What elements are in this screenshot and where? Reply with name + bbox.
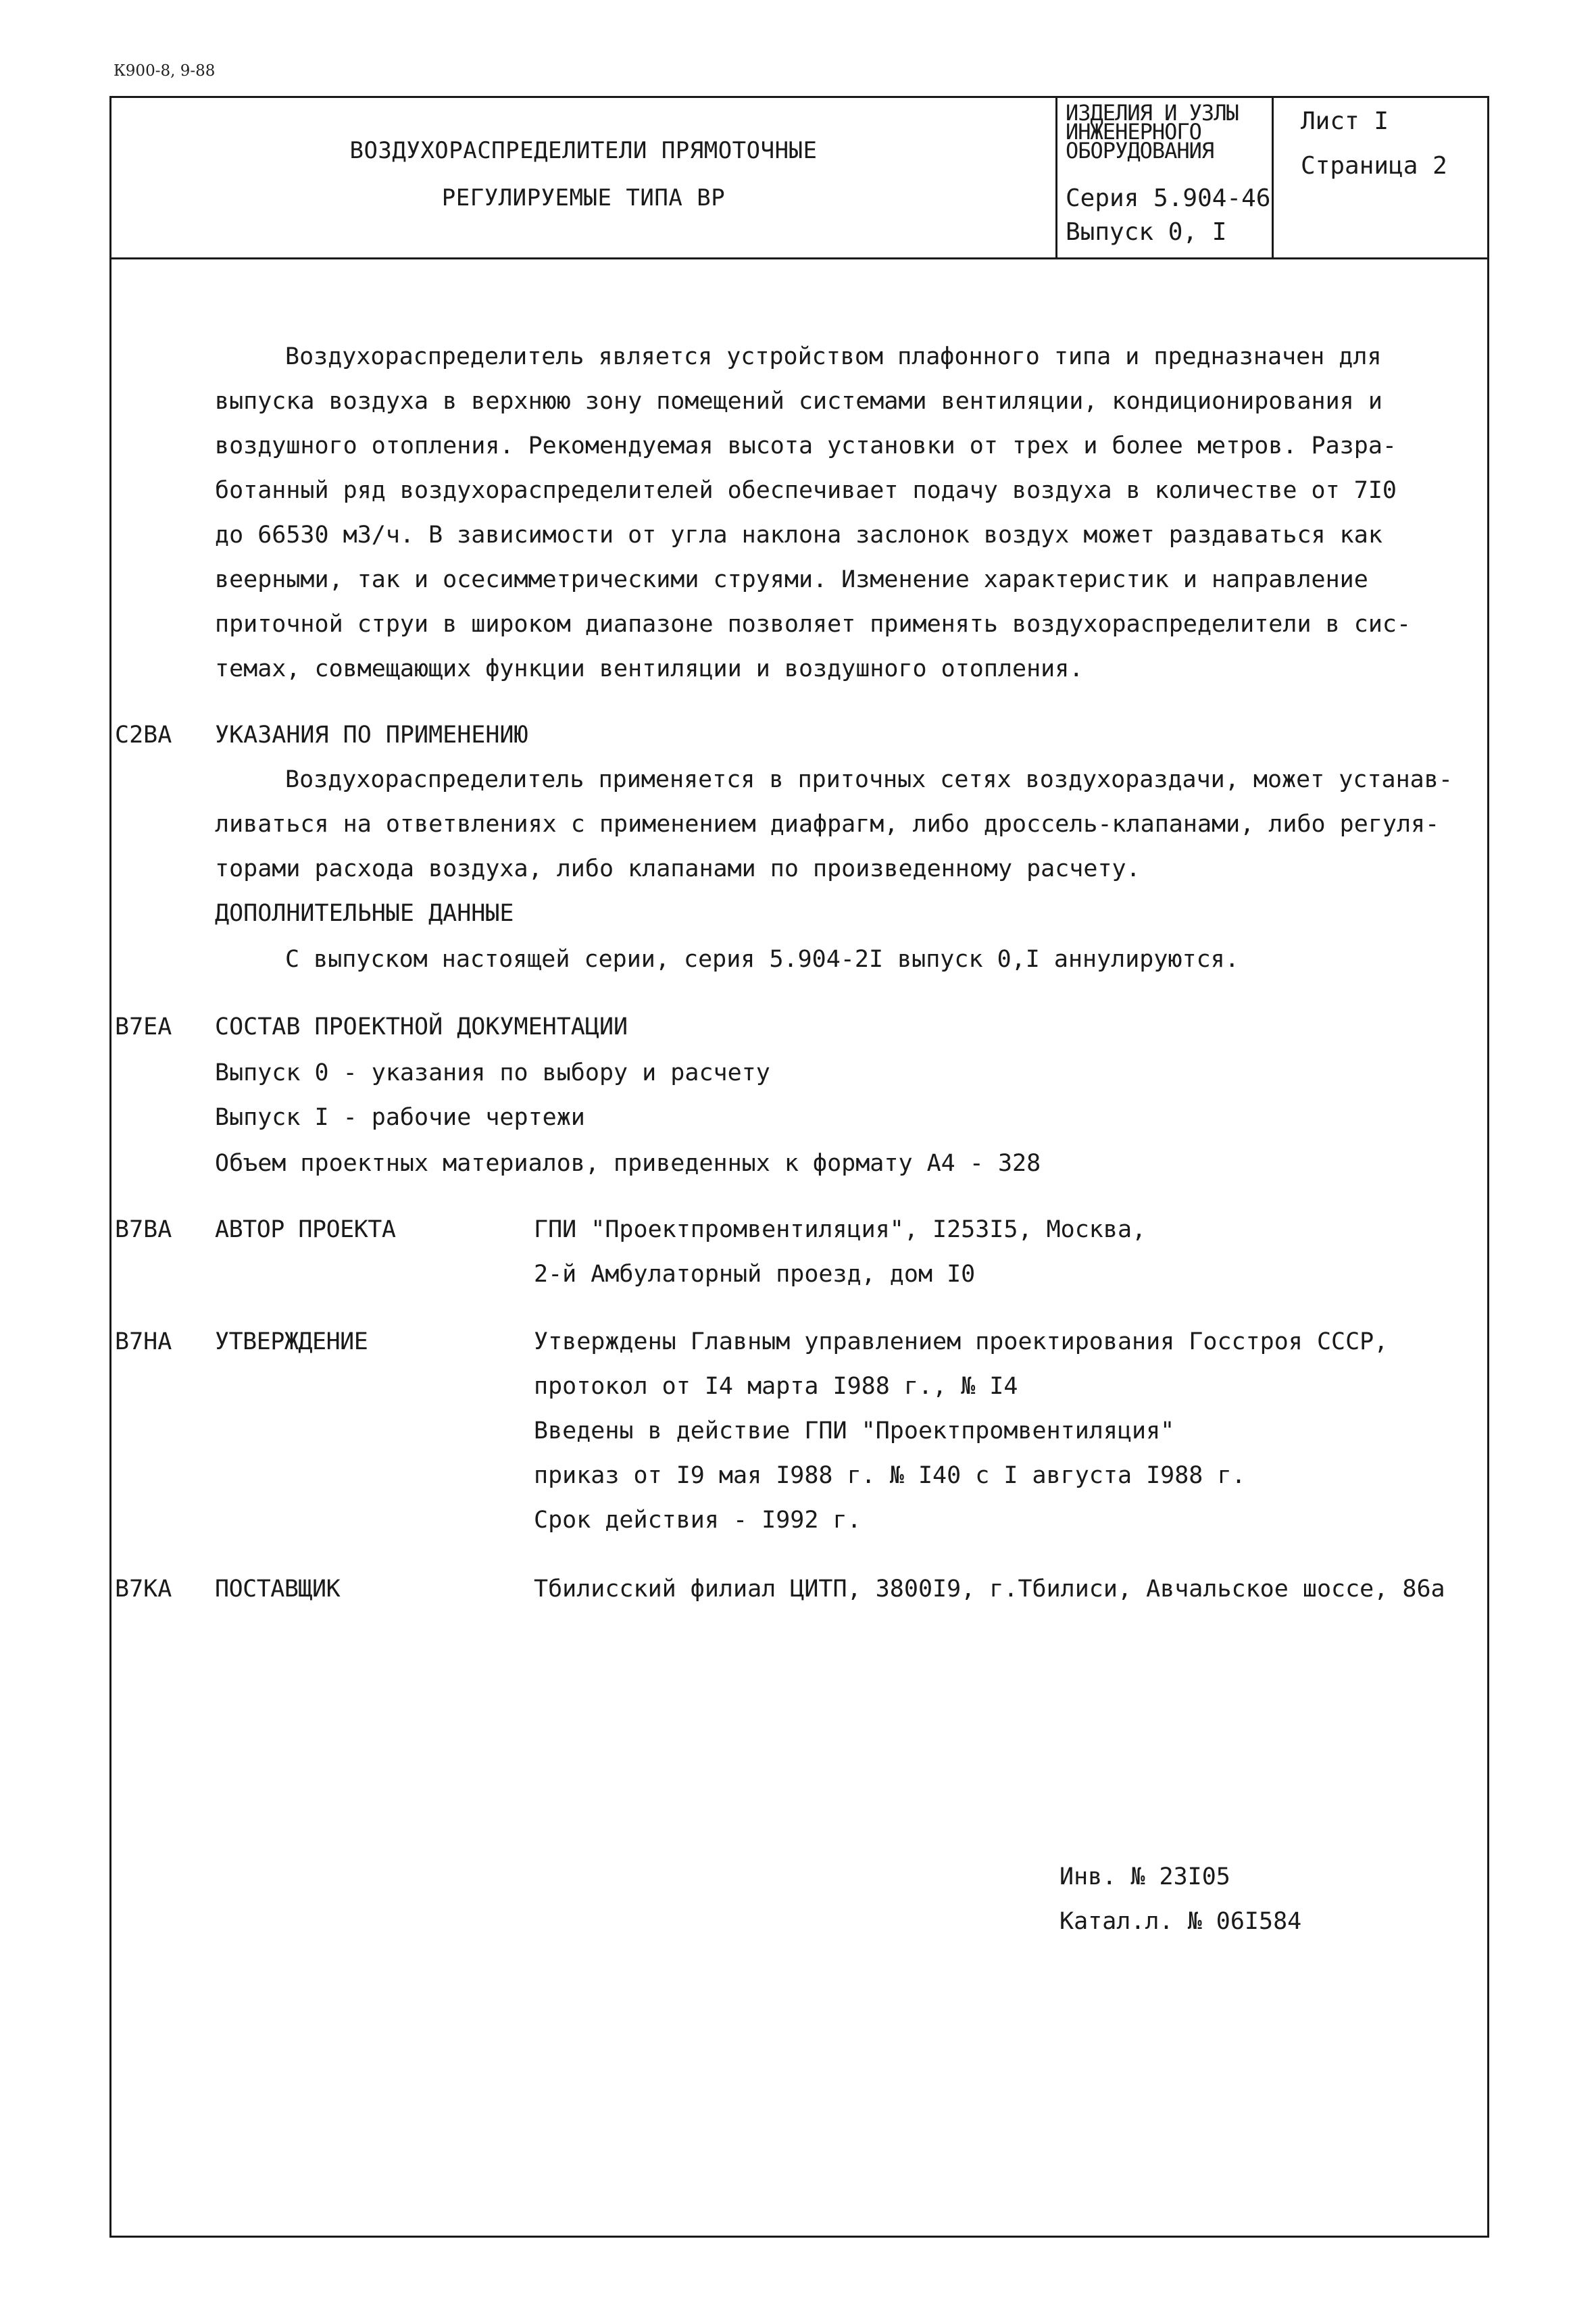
- usage-line: Воздухораспределитель применяется в приточных сетях воздухораздачи, может устанав-: [285, 766, 1453, 793]
- category-label: [1066, 100, 1239, 164]
- intro-line: выпуска воздуха в верхнюю зону помещений системами вентиляции, кондиционирования и: [215, 388, 1382, 415]
- series-cell: [1057, 98, 1274, 257]
- sheet-number: Лист I: [1301, 107, 1389, 135]
- print-code: К900-8, 9-88: [114, 62, 216, 80]
- issue-number: Выпуск 0, I: [1066, 218, 1227, 246]
- section-label: УТВЕРЖДЕНИЕ: [215, 1328, 368, 1355]
- intro-line: воздушного отопления. Рекомендуемая высота установки от трех и более метров. Разра-: [215, 432, 1397, 459]
- intro-line: веерными, так и осесимметрическими струями. Изменение характеристик и направление: [215, 566, 1368, 593]
- series-number: Серия 5.904-46: [1066, 184, 1271, 212]
- section-code: В7НА: [115, 1328, 172, 1355]
- author-line: ГПИ "Проектпромвентиляция", I253I5, Москва,: [534, 1216, 1147, 1243]
- section-heading: СОСТАВ ПРОЕКТНОЙ ДОКУМЕНТАЦИИ: [215, 1013, 628, 1040]
- inventory-number: Инв. № 23I05: [1059, 1863, 1230, 1890]
- section-label: ПОСТАВЩИК: [215, 1576, 341, 1603]
- approval-line: Утверждены Главным управлением проектирования Госстроя СССР,: [534, 1328, 1389, 1355]
- extra-heading: ДОПОЛНИТЕЛЬНЫЕ ДАННЫЕ: [215, 900, 514, 927]
- document-title-line1: ВОЗДУХОРАСПРЕДЕЛИТЕЛИ ПРЯМОТОЧНЫЕ: [349, 137, 818, 164]
- intro-line: темах, совмещающих функции вентиляции и воздушного отопления.: [215, 655, 1084, 682]
- supplier-line: Тбилисский филиал ЦИТП, 3800I9, г.Тбилиси, Авчальское шоссе, 86а: [534, 1576, 1445, 1603]
- approval-line: Введены в действие ГПИ "Проектпромвентиляция": [534, 1417, 1175, 1444]
- usage-line: ливаться на ответвлениях с применением диафрагм, либо дроссель-клапанами, либо регуля-: [215, 811, 1440, 838]
- category-line3: ОБОРУДОВАНИЯ: [1066, 138, 1214, 164]
- title-block: [111, 98, 1487, 259]
- intro-line: до 66530 м3/ч. В зависимости от угла наклона заслонок воздух может раздаваться как: [215, 522, 1382, 549]
- category-line2: ИНЖЕНЕРНОГО: [1066, 119, 1201, 145]
- title-cell: [111, 98, 1057, 257]
- intro-line: приточной струи в широком диапазоне позволяет применять воздухораспределители в сис-: [215, 611, 1412, 638]
- catalog-number: Катал.л. № 06I584: [1059, 1908, 1302, 1935]
- approval-line: Срок действия - I992 г.: [534, 1507, 862, 1534]
- approval-line: протокол от I4 марта I988 г., № I4: [534, 1373, 1018, 1400]
- section-code: В7КА: [115, 1576, 172, 1603]
- extra-line: С выпуском настоящей серии, серия 5.904-2I выпуск 0,I аннулируются.: [285, 946, 1239, 973]
- section-code: В7ЕА: [115, 1013, 172, 1040]
- page-number: Страница 2: [1301, 152, 1447, 180]
- section-label: АВТОР ПРОЕКТА: [215, 1216, 396, 1243]
- section-code: С2ВА: [115, 722, 172, 749]
- intro-line: ботанный ряд воздухораспределителей обеспечивает подачу воздуха в количестве от 7I0: [215, 477, 1397, 504]
- sheet-cell: [1274, 98, 1487, 257]
- document-title-line2: РЕГУЛИРУЕМЫЕ ТИПА ВР: [441, 184, 726, 211]
- author-line: 2-й Амбулаторный проезд, дом I0: [534, 1261, 976, 1288]
- composition-line: Выпуск 0 - указания по выбору и расчету: [215, 1059, 770, 1086]
- usage-line: торами расхода воздуха, либо клапанами по произведенному расчету.: [215, 855, 1141, 882]
- approval-line: приказ от I9 мая I988 г. № I40 с I августа I988 г.: [534, 1462, 1246, 1489]
- intro-line: Воздухораспределитель является устройством плафонного типа и предназначен для: [285, 343, 1382, 370]
- composition-line: Выпуск I - рабочие чертежи: [215, 1104, 585, 1131]
- section-heading: УКАЗАНИЯ ПО ПРИМЕНЕНИЮ: [215, 722, 528, 749]
- category-line1: ИЗДЕЛИЯ И УЗЛЫ: [1066, 100, 1239, 126]
- section-code: В7ВА: [115, 1216, 172, 1243]
- composition-line: Объем проектных материалов, приведенных к формату А4 - 328: [215, 1150, 1041, 1177]
